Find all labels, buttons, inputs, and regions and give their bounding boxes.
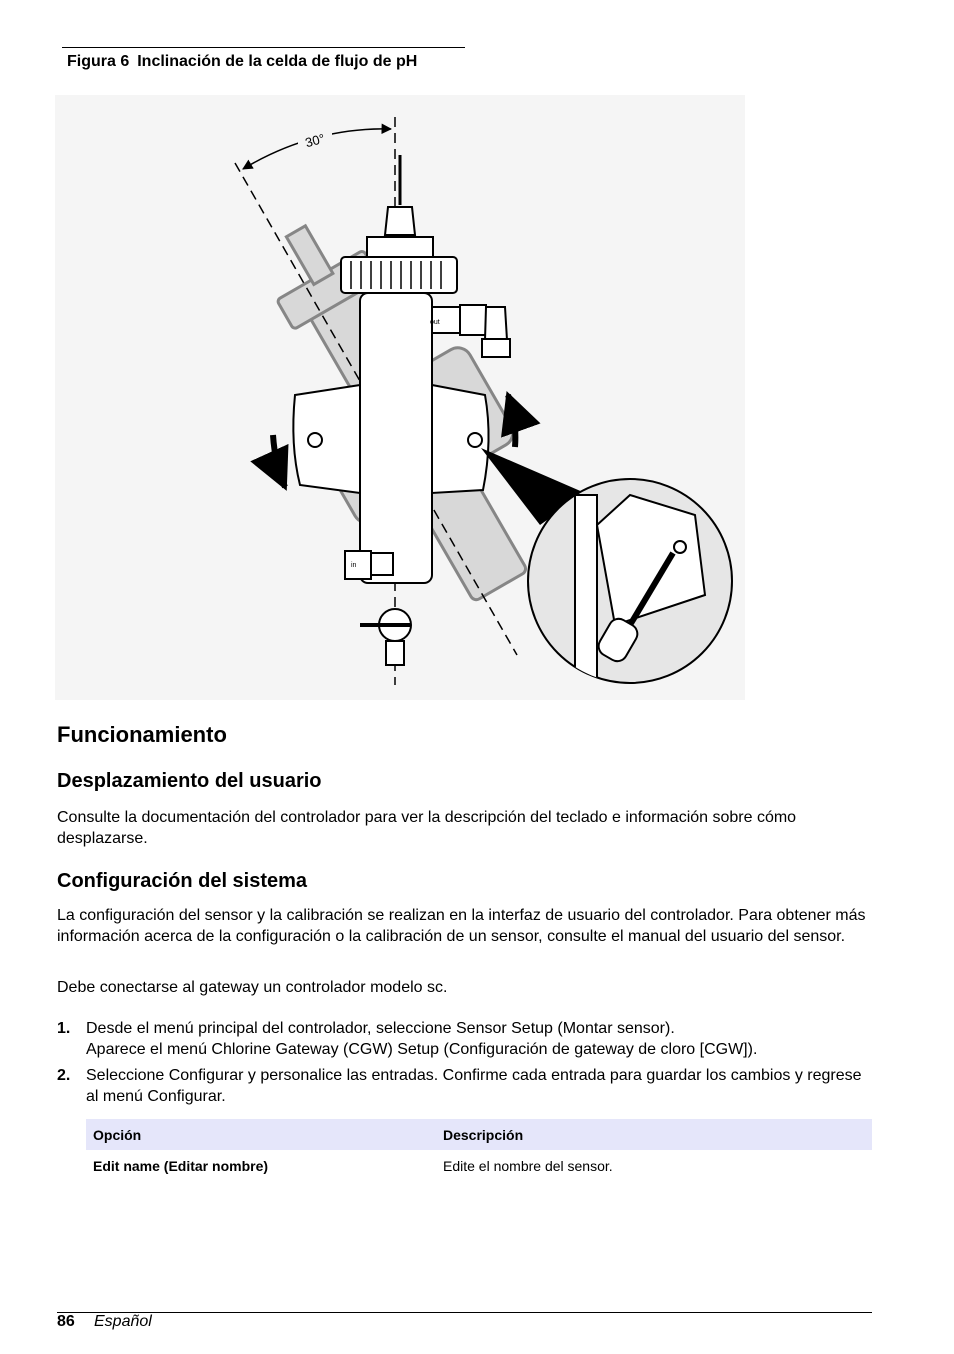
nav-heading: Desplazamiento del usuario: [57, 770, 322, 792]
figure-caption: [67, 53, 417, 71]
step-2-number: 2.: [57, 1067, 71, 1084]
config-body-2: Debe conectarse al gateway un controlador modelo sc.: [57, 979, 448, 996]
footer-language: Español: [94, 1313, 152, 1330]
angle-label: 30°: [303, 130, 327, 151]
table-header-description: Descripción: [436, 1119, 872, 1150]
port-out-label: out: [430, 319, 440, 326]
step-1-line-2: Aparece el menú Chlorine Gateway (CGW) Setup (Configuración de gateway de cloro [CGW]).: [86, 1041, 758, 1058]
table-cell-option: Edit name (Editar nombre): [93, 1157, 269, 1174]
figure-caption-rule: [62, 47, 465, 48]
footer-page-number: 86: [57, 1313, 75, 1330]
options-table: [86, 1119, 872, 1181]
table-header-option: Opción: [86, 1119, 436, 1150]
nav-body: Consulte la documentación del controlador para ver la descripción del teclado e información sobre cómo desplazarse.: [57, 809, 797, 847]
config-heading: Configuración del sistema: [57, 870, 308, 892]
step-1-number: 1.: [57, 1020, 71, 1037]
table-cell-description: Edite el nombre del sensor.: [443, 1157, 613, 1174]
flow-cell-tilt-illustration: [55, 95, 745, 700]
config-body-1: La configuración del sensor y la calibración se realizan en la interfaz de usuario del controlador. Para obtener más información acerca de la configuración o la calibración de un sensor, consulte el manual del usuario del sensor.: [57, 907, 866, 945]
figure-caption-text: Inclinación de la celda de flujo de pH: [137, 53, 418, 70]
step-1-line-1: Desde el menú principal del controlador, seleccione Sensor Setup (Montar sensor).: [86, 1020, 675, 1037]
table-header-row: [86, 1119, 872, 1150]
port-in-label: in: [351, 562, 357, 569]
footer-rule: [57, 1312, 872, 1313]
step-2-text: Seleccione Configurar y personalice las entradas. Confirme cada entrada para guardar los cambios y regrese al menú Configurar.: [86, 1067, 862, 1105]
table-row: [86, 1150, 872, 1181]
section-title: Funcionamiento: [57, 722, 227, 747]
figure-caption-number: Figura 6: [67, 53, 130, 70]
